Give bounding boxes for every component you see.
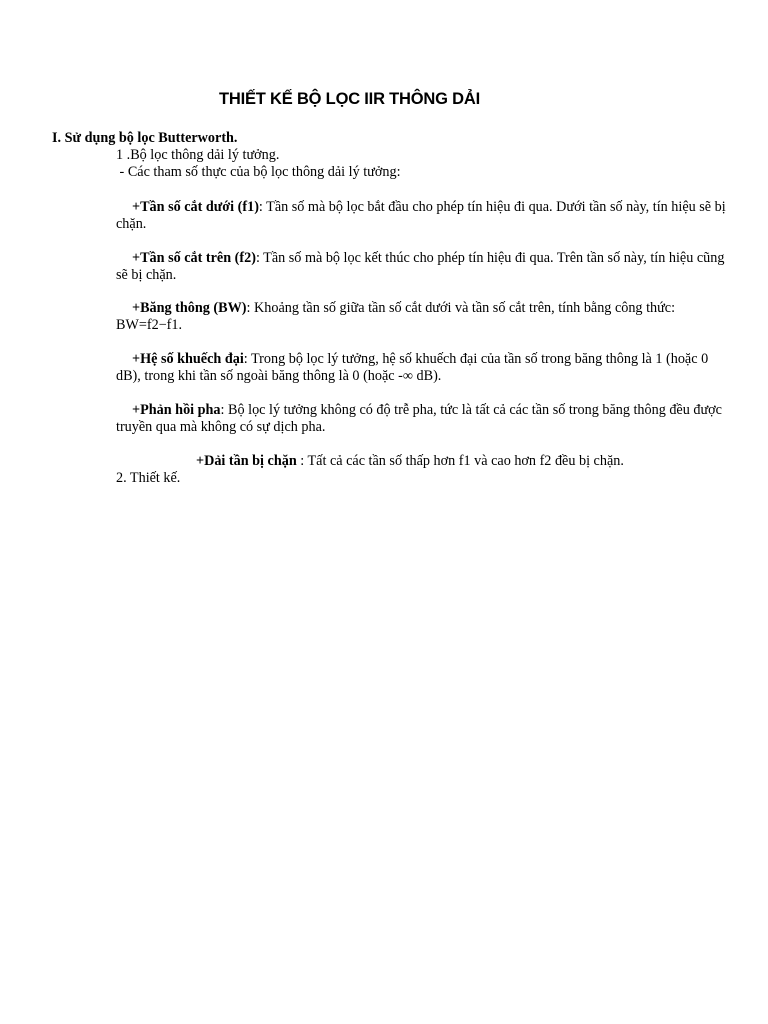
param-paragraph-f2 [116, 250, 728, 283]
param-term: +Dải tần bị chặn [196, 453, 297, 469]
param-term: +Tần số cắt trên (f2) [132, 250, 256, 266]
param-desc: Tần số mà bộ lọc kết thúc cho phép tín hiệu đi qua. Trên tần số này, tín hiệu cũng sẽ bị chặn. [116, 250, 725, 283]
param-desc: Trong bộ lọc lý tưởng, hệ số khuếch đại của tần số trong băng thông là 1 (hoặc 0 dB), trong khi tần số ngoài băng thông là 0 (hoặc -∞ dB). [116, 351, 709, 384]
param-desc: Tất cả các tần số thấp hơn f1 và cao hơn f2 đều bị chặn. [307, 453, 624, 469]
section-heading-text: I. Sử dụng bộ lọc Butterworth. [52, 130, 238, 146]
param-sep: : [243, 351, 251, 367]
param-sep: : [246, 300, 255, 316]
param-term: +Phản hồi pha [132, 402, 221, 418]
param-desc: Khoảng tần số giữa tần số cắt dưới và tần số cắt trên, tính bằng công thức: BW=f2−f1. [116, 300, 676, 333]
param-desc: Bộ lọc lý tưởng không có độ trễ pha, tức là tất cả các tần số trong băng thông đều được truyền qua mà không có sự dịch pha. [116, 402, 722, 435]
param-sep: : [258, 199, 267, 215]
param-desc: Tần số mà bộ lọc bắt đầu cho phép tín hiệu đi qua. Dưới tần số này, tín hiệu sẽ bị chặn. [116, 199, 726, 232]
param-sep: : [220, 402, 229, 418]
param-sep: : [296, 453, 308, 469]
param-term: +Hệ số khuếch đại [132, 351, 244, 367]
param-paragraph-stopband [116, 453, 728, 470]
document-title: THIẾT KẾ BỘ LỌC IIR THÔNG DẢI [219, 90, 480, 108]
param-paragraph-gain [116, 351, 728, 384]
param-paragraph-phase [116, 402, 728, 435]
param-term: +Tần số cắt dưới (f1) [132, 199, 259, 215]
param-sep: : [255, 250, 264, 266]
param-paragraph-bandwidth [116, 300, 728, 333]
section-heading [52, 130, 237, 147]
param-paragraph-f1 [116, 199, 728, 232]
subsection-heading: 1 .Bộ lọc thông dải lý tưởng. [116, 147, 280, 163]
subsection-heading-design: 2. Thiết kế. [116, 470, 181, 486]
param-term: +Băng thông (BW) [132, 300, 247, 316]
intro-line: - Các tham số thực của bộ lọc thông dải lý tưởng: [116, 164, 401, 180]
